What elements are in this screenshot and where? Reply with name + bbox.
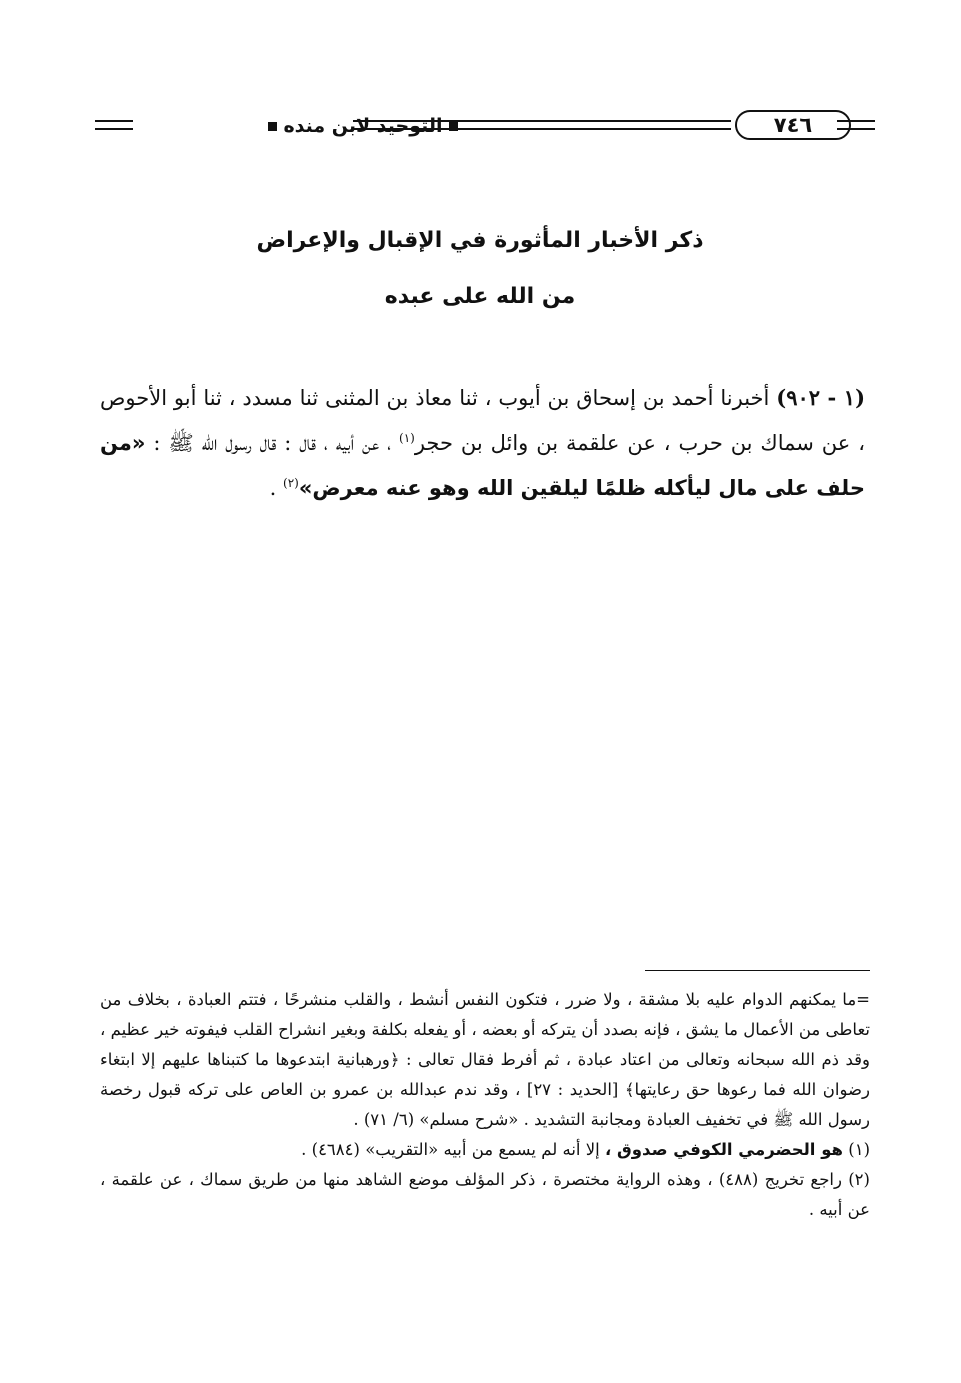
running-title-text: التوحيد لابن منده [283, 115, 443, 137]
header-rule-left-short [95, 120, 133, 122]
footnote-2 [100, 1165, 870, 1225]
footnote-1-marker: (١) [848, 1140, 870, 1159]
footnote-continuation: =ما يمكنهم الدوام عليه بلا مشقة ، ولا ضرر ، فتكون النفس أنشط ، والقلب منشرحًا ، فتتم العبادة ، بخلاف من تعاطى من الأعمال ما يشق ، فإنه بصدد أن يتركه أو بعضه ، أو يفعله بكلفة وبغير انشراح القلب فيفوته خير عظيم ، وقد ذم الله سبحانه وتعالى من اعتاد عبادة ، ثم أفرط فقال تعالى : ﴿ورهبانية ابتدعوها ما كتبناها عليهم إلا ابتغاء رضوان الله فما رعوها حق رعايتها﴾ [الحديد : ٢٧] ، وقد ندم عبدالله بن عمرو بن العاص على تركه قبول رخصة رسول الله ﷺ في تخفيف العبادة ومجانبة التشديد . «شرح مسلم» (٦/ ٧١) . [100, 990, 870, 1129]
footnote-separator [645, 970, 870, 971]
page-number: ٧٤٦ [735, 110, 851, 140]
chapter-title-line-1: ذكر الأخبار المأثورة في الإقبال والإعراض [256, 228, 704, 253]
running-title [238, 112, 488, 140]
hadith-quote: «من حلف على مال ليأكله ظلمًا ليلقين الله وهو عنه معرض» [100, 431, 865, 500]
hadith-chain-part-1: أخبرنا أحمد بن إسحاق بن أيوب ، ثنا معاذ بن المثنى ثنا مسدد ، ثنا أبو الأحوص ، عن سماك بن حرب ، عن علقمة بن وائل بن حجر [100, 386, 865, 455]
footnotes [100, 985, 870, 1225]
footnote-1 [100, 1135, 870, 1165]
hadith-chain-part-2: ، عن أبيه ، قال : قال رسول الله ﷺ : [153, 431, 392, 455]
page-header [95, 108, 875, 148]
footnote-ref-2: (٢) [283, 476, 299, 490]
footnote-2-text: راجع تخريج (٤٨٨) ، وهذه الرواية مختصرة ، ذكر المؤلف موضع الشاهد منها من طريق سماك ، عن علقمة ، عن أبيه . [100, 1170, 870, 1219]
square-ornament-icon [268, 122, 277, 131]
hadith-number: (١ - ٩٠٢) [776, 385, 866, 410]
footnote-2-marker: (٢) [848, 1170, 870, 1189]
header-rule-left-short-2 [95, 128, 133, 130]
chapter-title-line-2: من الله على عبده [384, 284, 576, 309]
header-rule-middle-2 [353, 128, 731, 130]
header-rule-right-2 [837, 128, 875, 130]
header-rule-right [837, 120, 875, 122]
hadith-paragraph [100, 375, 865, 511]
header-rule-middle [353, 120, 731, 122]
footnote-ref-1: (١) [399, 431, 415, 445]
hadith-end: . [269, 476, 277, 500]
footnote-1-bold: هو الحضرمي الكوفي صدوق ، [605, 1140, 843, 1159]
footnote-1-text: إلا أنه لم يسمع من أبيه «التقريب» (٤٦٨٤) . [301, 1140, 600, 1159]
